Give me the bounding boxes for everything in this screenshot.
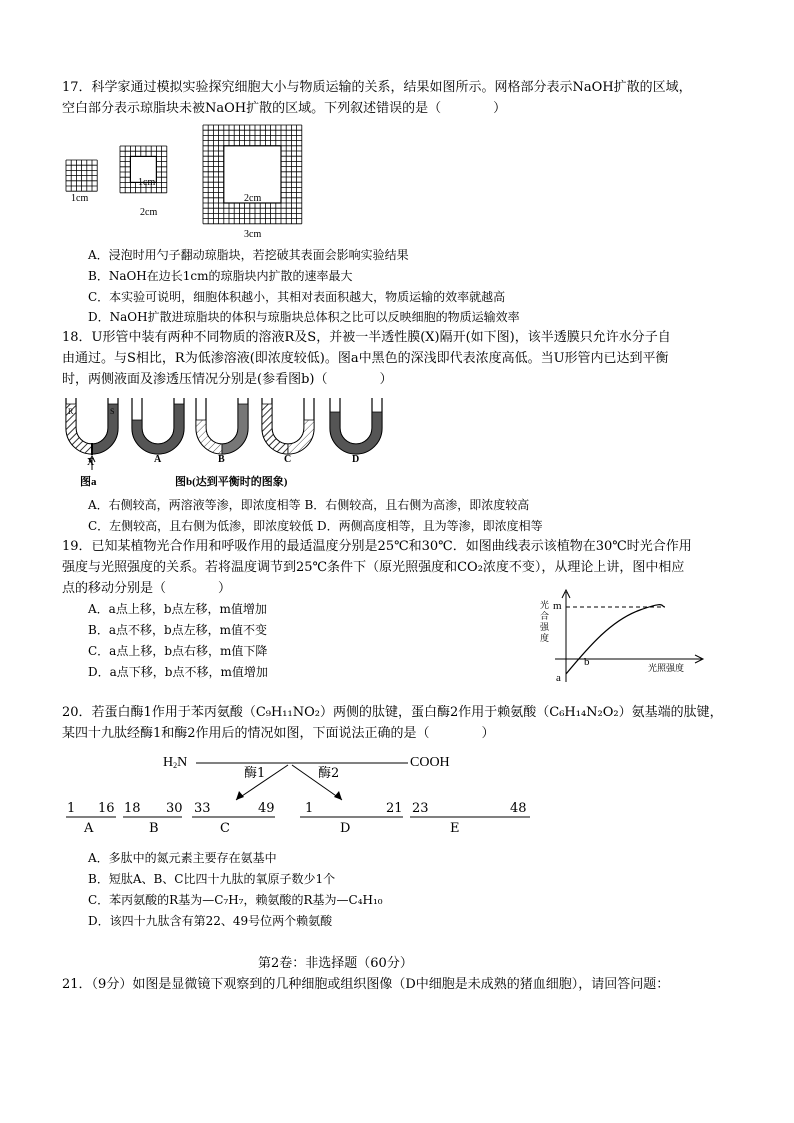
peptide-c-terminus: COOH xyxy=(410,755,450,770)
label-fig-a: 图a xyxy=(80,476,97,488)
q17-option-d: D．NaOH扩散进琼脂块的体积与琼脂块总体积之比可以反映细胞的物质运输效率 xyxy=(88,310,520,324)
peptide-n-terminus: $H_2N$ xyxy=(163,755,188,770)
label-medium-cube: 2cm xyxy=(140,207,158,218)
q20-stem-line1: 20．若蛋白酶1作用于苯丙氨酸（C₉H₁₁NO₂）两侧的肽键，蛋白酶2作用于赖氨酸（C₆H₁₄N₂O₂）氨基端的肽键， xyxy=(62,705,723,720)
q17-stem-line2: 空白部分表示琼脂块未被NaOH扩散的区域。下列叙述错误的是（ ） xyxy=(62,101,507,116)
graph-xlabel: 光照强度 xyxy=(648,663,685,673)
label-fig-b: 图b(达到平衡时的图象) xyxy=(175,476,288,488)
label-tube-c: C xyxy=(284,454,292,465)
enzyme2-label: 酶2 xyxy=(318,766,340,781)
q18-stem-line3: 时，两侧液面及渗透压情况分别是(参看图b)（ ） xyxy=(62,372,393,387)
label-large-cube: 3cm xyxy=(244,229,262,240)
q21-stem: 21．（9分）如图是显微镜下观察到的几种细胞或组织图像（D中细胞是未成熟的猪血细胞），请回答问题： xyxy=(62,977,670,992)
q19-option-d: D．a点下移，b点不移，m值增加 xyxy=(88,665,268,679)
q18-options-ab: A．右侧较高，两溶液等渗，即浓度相等 B．右侧较高，且右侧为高渗，即浓度较高 xyxy=(88,498,530,512)
q19-stem-line2: 强度与光照强度的关系。若将温度调节到25℃条件下（原光照强度和CO₂浓度不变），从理论上讲，图中相应 xyxy=(62,560,685,575)
seg-d-end: 21 xyxy=(386,801,403,816)
q20-option-c: C．苯丙氨酸的R基为—C₇H₇，赖氨酸的R基为—C₄H₁₀ xyxy=(88,893,383,907)
label-tube-b: B xyxy=(218,454,225,465)
q20-option-d: D．该四十九肽含有第22、49号位两个赖氨酸 xyxy=(88,914,333,928)
seg-c-start: 33 xyxy=(194,801,211,816)
seg-a-end: 16 xyxy=(98,801,115,816)
q20-option-a: A．多肽中的氮元素主要存在氨基中 xyxy=(88,851,277,865)
graph-ylabel-2: 合 xyxy=(540,611,550,621)
label-medium-inner: 1cm xyxy=(138,177,156,188)
q19-option-a: A．a点上移，b点左移，m值增加 xyxy=(88,602,267,616)
label-large-inner: 2cm xyxy=(244,193,262,204)
q17-option-b: B．NaOH在边长1cm的琼脂块内扩散的速率最大 xyxy=(88,269,353,283)
seg-b-start: 18 xyxy=(124,801,141,816)
q19-option-b: B．a点不移，b点左移，m值不变 xyxy=(88,623,268,637)
graph-point-m: m xyxy=(553,600,562,612)
graph-ylabel-3: 强 xyxy=(540,622,550,632)
q17-stem-line1: 17．科学家通过模拟实验探究细胞大小与物质运输的关系，结果如图所示。网格部分表示NaOH扩散的区域， xyxy=(62,80,692,95)
label-r: R xyxy=(68,407,74,416)
seg-c-end: 49 xyxy=(258,801,275,816)
q19-stem-line1: 19．已知某植物光合作用和呼吸作用的最适温度分别是25℃和30℃．如图曲线表示该植物在30℃时光合作用 xyxy=(62,539,692,554)
q20-stem-line2: 某四十九肽经酶1和酶2作用后的情况如图，下面说法正确的是（ ） xyxy=(62,726,495,741)
q19-stem-line3: 点的移动分别是（ ） xyxy=(62,581,232,596)
seg-e-end: 48 xyxy=(510,801,527,816)
seg-a-start: 1 xyxy=(67,801,76,816)
q17-option-c: C．本实验可说明，细胞体积越小，其相对表面积越大，物质运输的效率就越高 xyxy=(88,290,506,304)
q20-option-b: B．短肽A、B、C比四十九肽的氧原子数少1个 xyxy=(88,872,336,886)
q19-option-c: C．a点上移，b点右移，m值下降 xyxy=(88,644,268,658)
label-x: X xyxy=(87,457,95,468)
seg-e-start: 23 xyxy=(412,801,429,816)
graph-point-a: a xyxy=(556,672,561,684)
seg-b-name: B xyxy=(149,821,159,836)
seg-a-name: A xyxy=(84,821,94,836)
part2-title: 第2卷：非选择题（60分） xyxy=(258,956,413,971)
graph-ylabel-4: 度 xyxy=(540,633,550,643)
q18-stem-line2: 由通过。与S相比，R为低渗溶液(即浓度较低)。图a中黑色的深浅即代表浓度高低。当U形管内已达到平衡 xyxy=(62,351,669,366)
seg-e-name: E xyxy=(450,821,460,836)
seg-d-name: D xyxy=(340,821,351,836)
label-tube-d: D xyxy=(352,454,360,465)
enzyme1-label: 酶1 xyxy=(244,766,266,781)
seg-c-name: C xyxy=(220,821,230,836)
label-tube-a: A xyxy=(154,454,162,465)
q17-option-a: A．浸泡时用勺子翻动琼脂块，若挖破其表面会影响实验结果 xyxy=(88,248,409,262)
seg-d-start: 1 xyxy=(305,801,314,816)
label-small-cube: 1cm xyxy=(71,193,89,204)
q18-stem-line1: 18．U形管中装有两种不同物质的溶液R及S，并被一半透性膜(X)隔开(如下图)，该半透膜只允许水分子自 xyxy=(62,330,671,345)
graph-ylabel-1: 光 xyxy=(540,600,550,610)
graph-point-b: b xyxy=(584,656,590,668)
seg-b-end: 30 xyxy=(166,801,183,816)
q18-options-cd: C．左侧较高，且右侧为低渗，即浓度较低 D．两侧高度相等，且为等渗，即浓度相等 xyxy=(88,519,543,533)
label-s: S xyxy=(110,407,115,416)
